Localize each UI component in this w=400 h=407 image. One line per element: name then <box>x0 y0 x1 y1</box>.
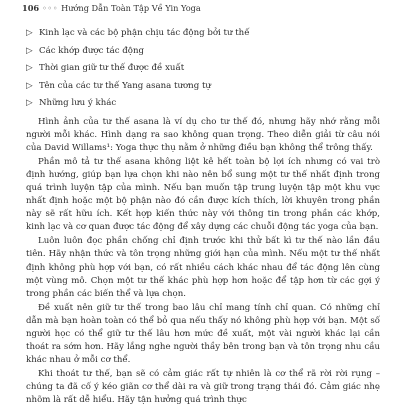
triangle-bullet-icon: ▷ <box>26 63 33 73</box>
book-title: Hướng Dẫn Toàn Tập Về Yin Yoga <box>61 3 201 13</box>
list-item <box>26 97 380 110</box>
list-item-text: Tên của các tư thế Yang asana tương tự <box>39 80 211 91</box>
triangle-bullet-icon: ▷ <box>26 98 33 108</box>
list-item-text: Các khớp được tác động <box>39 45 144 56</box>
list-item <box>26 27 380 40</box>
list-item-text: Kinh lạc và các bộ phận chịu tác động bởi tư thế <box>39 28 250 38</box>
body-paragraph: Phần mô tả tư thế asana không liệt kê hết toàn bộ lợi ích nhưng có vai trò định hướng, giúp bạn lựa chọn khi nào nên bổ sung một tư thế nhất định trong quá trình luyện tập của mình. Nếu bạn muốn tập trung luyện tập một khu vực nhất định hoặc một bộ phận nào đó cần được kích thích, lời khuyên trong phần này sẽ rất hữu ích. Kết hợp kiến thức này với thông tin trong phần các khớp, kinh lạc và cơ quan được tác động để xây dựng các chuỗi động tác yoga của bạn. <box>26 157 380 233</box>
body-paragraph: Đề xuất nên giữ tư thế trong bao lâu chỉ mang tính chỉ quan. Có những chỉ dẫn mà bạn hoàn toàn có thể bỏ qua nếu thấy nó không phù hợp với bạn. Một số người học có thể giữ tư thế lâu hơn mức đề xuất, một vài người khác lại cần thoát ra sớm hơn. Hãy lắng nghe người thầy bên trong bạn và tôn trọng nhu cầu khác nhau ở mỗi cơ thể. <box>26 302 380 365</box>
page-number: 106 <box>22 3 40 13</box>
list-item-text: Thời gian giữ tư thế được đề xuất <box>39 63 185 73</box>
list-item-text: Những lưu ý khác <box>39 98 117 108</box>
list-item <box>26 45 380 58</box>
list-item <box>26 80 380 93</box>
body-paragraph: Luôn luôn đọc phần chống chỉ định trước khi thử bất kì tư thế nào lần đầu tiên. Hãy nhận thức và tôn trọng những giới hạn của mình. Nếu một tư thế nhất định không phù hợp với bạn, có rất nhiều cách khác nhau để tác động lên cùng một vùng mô. Chọn một tư thế khác phù hợp hơn hoặc để tập hơn từ các gợi ý trong phần các biến thể và lựa chọn. <box>26 236 380 299</box>
triangle-bullet-icon: ▷ <box>26 45 33 56</box>
body-paragraph: Khi thoát tư thế, bạn sẽ có cảm giác rất tự nhiên là cơ thể rã rời rời rụng – chúng ta đã cố ý kéo giãn cơ thể dài ra và giữ trong trạng thái đó. Cảm giác nhẹ nhõm là rất dễ hiểu. Hãy tận hưởng quá trình thực <box>26 368 380 405</box>
list-item <box>26 62 380 75</box>
triangle-bullet-icon: ▷ <box>26 80 33 91</box>
body-paragraph: Hình ảnh của tư thế asana là ví dụ cho tư thế đó, nhưng hãy nhớ rằng mỗi người mỗi khác. Hình dạng ra sao không quan trọng. Theo diễn giải từ câu nói của David Willams¹: Yoga thực thụ nằm ở những điều bạn không thể trông thấy. <box>26 117 380 154</box>
bullet-list <box>26 27 380 110</box>
header-separator: ◦◦◦ <box>42 3 59 13</box>
page-header <box>22 3 380 13</box>
triangle-bullet-icon: ▷ <box>26 28 33 38</box>
